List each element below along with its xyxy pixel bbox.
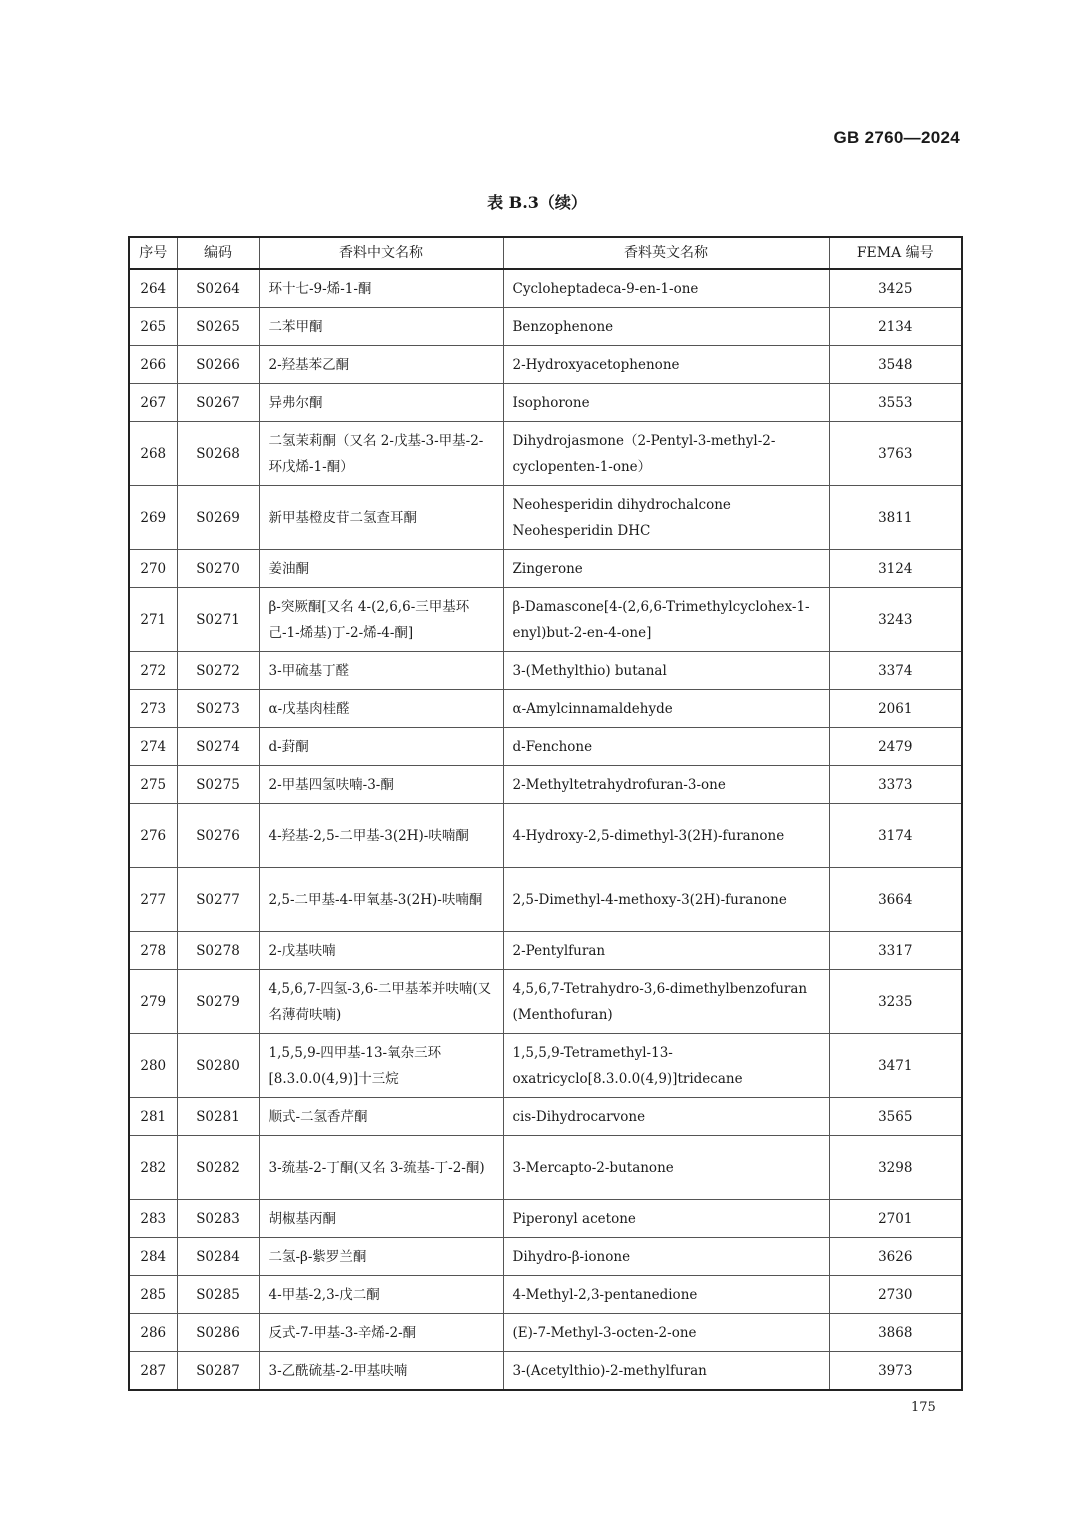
row-english-name: Dihydrojasmone（2-Pentyl-3-methyl-2-cyclopenten-1-one） [503, 422, 829, 486]
table-row [129, 1276, 962, 1314]
row-english-name: cis-Dihydrocarvone [503, 1098, 829, 1136]
table-row [129, 868, 962, 932]
row-chinese-name: 顺式-二氢香芹酮 [259, 1098, 503, 1136]
row-english-name: 3-Mercapto-2-butanone [503, 1136, 829, 1200]
table-row [129, 308, 962, 346]
row-fema-number: 3973 [829, 1352, 962, 1391]
row-number: 286 [129, 1314, 177, 1352]
row-chinese-name: 1,5,5,9-四甲基-13-氧杂三环[8.3.0.0(4,9)]十三烷 [259, 1034, 503, 1098]
row-number: 268 [129, 422, 177, 486]
row-number: 281 [129, 1098, 177, 1136]
row-code: S0279 [177, 970, 259, 1034]
row-code: S0272 [177, 652, 259, 690]
row-number: 285 [129, 1276, 177, 1314]
table-row [129, 652, 962, 690]
row-chinese-name: 2-戊基呋喃 [259, 932, 503, 970]
table-header-row [129, 237, 962, 269]
row-chinese-name: 4-羟基-2,5-二甲基-3(2H)-呋喃酮 [259, 804, 503, 868]
row-number: 279 [129, 970, 177, 1034]
row-english-name: Cycloheptadeca-9-en-1-one [503, 269, 829, 308]
row-english-name: Neohesperidin dihydrochalcone Neohesperidin DHC [503, 486, 829, 550]
row-number: 264 [129, 269, 177, 308]
row-number: 275 [129, 766, 177, 804]
row-code: S0286 [177, 1314, 259, 1352]
row-number: 274 [129, 728, 177, 766]
row-fema-number: 3374 [829, 652, 962, 690]
row-number: 287 [129, 1352, 177, 1391]
row-number: 283 [129, 1200, 177, 1238]
row-chinese-name: 二苯甲酮 [259, 308, 503, 346]
table-row [129, 766, 962, 804]
row-chinese-name: 2-甲基四氢呋喃-3-酮 [259, 766, 503, 804]
table-row [129, 346, 962, 384]
row-number: 284 [129, 1238, 177, 1276]
row-code: S0276 [177, 804, 259, 868]
row-english-name: 2-Pentylfuran [503, 932, 829, 970]
row-number: 265 [129, 308, 177, 346]
row-chinese-name: 胡椒基丙酮 [259, 1200, 503, 1238]
table-row [129, 422, 962, 486]
row-fema-number: 2061 [829, 690, 962, 728]
row-fema-number: 3298 [829, 1136, 962, 1200]
row-fema-number: 2134 [829, 308, 962, 346]
row-code: S0265 [177, 308, 259, 346]
row-chinese-name: 姜油酮 [259, 550, 503, 588]
row-english-name: 4-Hydroxy-2,5-dimethyl-3(2H)-furanone [503, 804, 829, 868]
row-number: 272 [129, 652, 177, 690]
table-row [129, 728, 962, 766]
row-fema-number: 3664 [829, 868, 962, 932]
row-fema-number: 3317 [829, 932, 962, 970]
row-code: S0280 [177, 1034, 259, 1098]
row-fema-number: 2479 [829, 728, 962, 766]
row-code: S0264 [177, 269, 259, 308]
row-fema-number: 3471 [829, 1034, 962, 1098]
row-chinese-name: 反式-7-甲基-3-辛烯-2-酮 [259, 1314, 503, 1352]
row-fema-number: 3243 [829, 588, 962, 652]
row-english-name: 2-Hydroxyacetophenone [503, 346, 829, 384]
row-fema-number: 3763 [829, 422, 962, 486]
table-title: 表 B.3（续） [487, 193, 587, 212]
row-fema-number: 3548 [829, 346, 962, 384]
table-row [129, 804, 962, 868]
row-chinese-name: 4,5,6,7-四氢-3,6-二甲基苯并呋喃(又名薄荷呋喃) [259, 970, 503, 1034]
row-chinese-name: 3-甲硫基丁醛 [259, 652, 503, 690]
row-number: 278 [129, 932, 177, 970]
column-header-no: 序号 [129, 237, 177, 269]
row-english-name: d-Fenchone [503, 728, 829, 766]
row-english-name: 1,5,5,9-Tetramethyl-13-oxatricyclo[8.3.0.0(4,9)]tridecane [503, 1034, 829, 1098]
row-code: S0273 [177, 690, 259, 728]
row-english-name: Isophorone [503, 384, 829, 422]
row-fema-number: 3373 [829, 766, 962, 804]
table-row [129, 1136, 962, 1200]
table-row [129, 1034, 962, 1098]
row-number: 273 [129, 690, 177, 728]
row-code: S0269 [177, 486, 259, 550]
row-english-name: 4,5,6,7-Tetrahydro-3,6-dimethylbenzofuran (Menthofuran) [503, 970, 829, 1034]
row-chinese-name: 4-甲基-2,3-戊二酮 [259, 1276, 503, 1314]
row-number: 271 [129, 588, 177, 652]
row-code: S0274 [177, 728, 259, 766]
column-header-chinese-name: 香料中文名称 [259, 237, 503, 269]
row-code: S0282 [177, 1136, 259, 1200]
row-code: S0277 [177, 868, 259, 932]
row-english-name: 3-(Acetylthio)-2-methylfuran [503, 1352, 829, 1391]
column-header-code: 编码 [177, 237, 259, 269]
table-row [129, 269, 962, 308]
table-row [129, 384, 962, 422]
row-code: S0281 [177, 1098, 259, 1136]
row-english-name: 3-(Methylthio) butanal [503, 652, 829, 690]
row-fema-number: 2730 [829, 1276, 962, 1314]
row-english-name: Dihydro-β-ionone [503, 1238, 829, 1276]
row-english-name: Zingerone [503, 550, 829, 588]
row-code: S0266 [177, 346, 259, 384]
row-chinese-name: 二氢-β-紫罗兰酮 [259, 1238, 503, 1276]
row-chinese-name: β-突厥酮[又名 4-(2,6,6-三甲基环己-1-烯基)丁-2-烯-4-酮] [259, 588, 503, 652]
row-english-name: Piperonyl acetone [503, 1200, 829, 1238]
row-english-name: Benzophenone [503, 308, 829, 346]
row-chinese-name: 2,5-二甲基-4-甲氧基-3(2H)-呋喃酮 [259, 868, 503, 932]
row-chinese-name: 2-羟基苯乙酮 [259, 346, 503, 384]
row-fema-number: 3811 [829, 486, 962, 550]
row-chinese-name: 3-巯基-2-丁酮(又名 3-巯基-丁-2-酮) [259, 1136, 503, 1200]
row-chinese-name: 环十七-9-烯-1-酮 [259, 269, 503, 308]
row-number: 266 [129, 346, 177, 384]
row-fema-number: 3124 [829, 550, 962, 588]
row-fema-number: 3565 [829, 1098, 962, 1136]
row-fema-number: 3174 [829, 804, 962, 868]
flavoring-table [128, 236, 963, 1391]
table-row [129, 550, 962, 588]
row-code: S0278 [177, 932, 259, 970]
table-row [129, 932, 962, 970]
row-english-name: 2,5-Dimethyl-4-methoxy-3(2H)-furanone [503, 868, 829, 932]
column-header-english-name: 香料英文名称 [503, 237, 829, 269]
row-number: 280 [129, 1034, 177, 1098]
table-row [129, 1314, 962, 1352]
row-number: 269 [129, 486, 177, 550]
row-chinese-name: 异弗尔酮 [259, 384, 503, 422]
row-number: 276 [129, 804, 177, 868]
row-code: S0284 [177, 1238, 259, 1276]
row-code: S0271 [177, 588, 259, 652]
row-code: S0275 [177, 766, 259, 804]
table-row [129, 1098, 962, 1136]
row-fema-number: 3235 [829, 970, 962, 1034]
row-fema-number: 3868 [829, 1314, 962, 1352]
row-english-name: (E)-7-Methyl-3-octen-2-one [503, 1314, 829, 1352]
row-number: 270 [129, 550, 177, 588]
table-row [129, 690, 962, 728]
table-row [129, 1238, 962, 1276]
row-code: S0287 [177, 1352, 259, 1391]
row-chinese-name: d-葑酮 [259, 728, 503, 766]
row-number: 277 [129, 868, 177, 932]
row-number: 267 [129, 384, 177, 422]
column-header-fema: FEMA 编号 [829, 237, 962, 269]
table-row [129, 1352, 962, 1391]
page-number: 175 [911, 1400, 936, 1415]
standard-number: GB 2760—2024 [833, 128, 960, 147]
row-fema-number: 3425 [829, 269, 962, 308]
row-chinese-name: 3-乙酰硫基-2-甲基呋喃 [259, 1352, 503, 1391]
row-code: S0270 [177, 550, 259, 588]
row-code: S0268 [177, 422, 259, 486]
row-english-name: α-Amylcinnamaldehyde [503, 690, 829, 728]
row-number: 282 [129, 1136, 177, 1200]
row-code: S0267 [177, 384, 259, 422]
row-fema-number: 3553 [829, 384, 962, 422]
row-chinese-name: α-戊基肉桂醛 [259, 690, 503, 728]
row-chinese-name: 二氢茉莉酮（又名 2-戊基-3-甲基-2-环戊烯-1-酮） [259, 422, 503, 486]
row-code: S0283 [177, 1200, 259, 1238]
table-row [129, 1200, 962, 1238]
row-english-name: 4-Methyl-2,3-pentanedione [503, 1276, 829, 1314]
table-row [129, 588, 962, 652]
row-chinese-name: 新甲基橙皮苷二氢查耳酮 [259, 486, 503, 550]
row-code: S0285 [177, 1276, 259, 1314]
row-fema-number: 3626 [829, 1238, 962, 1276]
table-row [129, 970, 962, 1034]
row-english-name: 2-Methyltetrahydrofuran-3-one [503, 766, 829, 804]
row-english-name: β-Damascone[4-(2,6,6-Trimethylcyclohex-1-enyl)but-2-en-4-one] [503, 588, 829, 652]
row-fema-number: 2701 [829, 1200, 962, 1238]
table-row [129, 486, 962, 550]
